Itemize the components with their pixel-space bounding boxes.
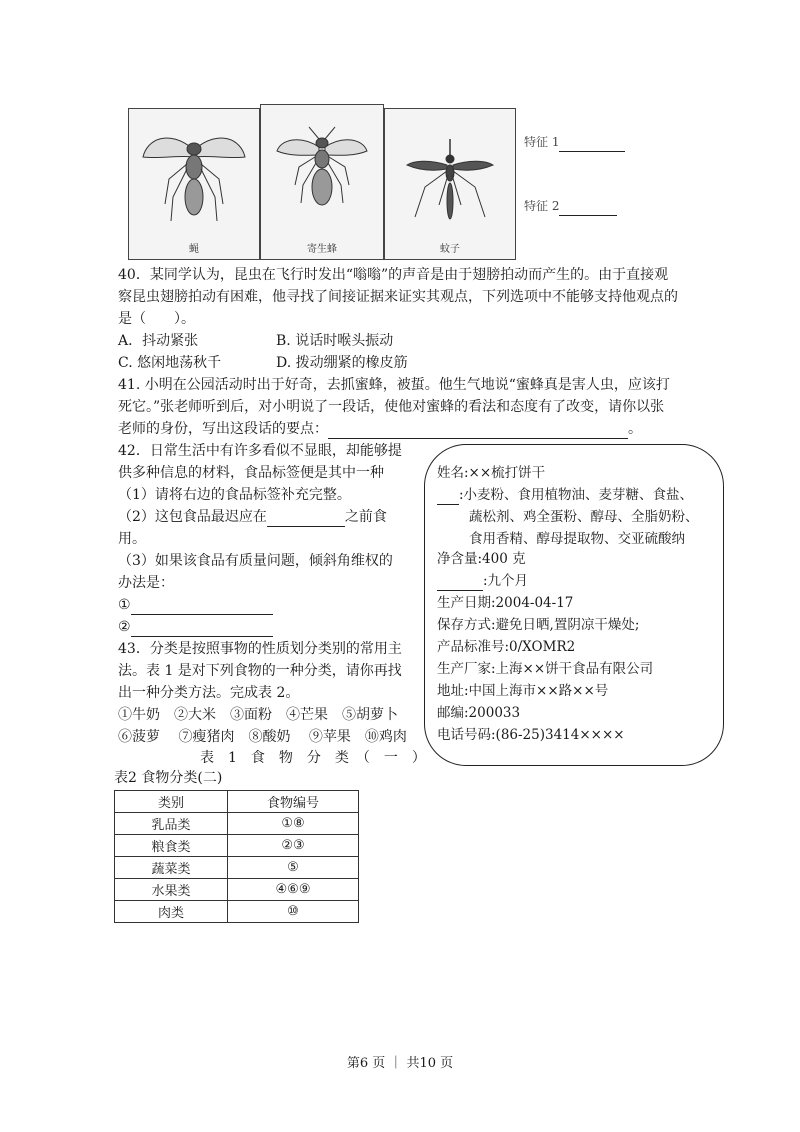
label-shelf: :九个月 (437, 571, 528, 591)
q43-foods-2: ⑥菠萝 ⑦瘦猪肉 ⑧酸奶 ⑨苹果 ⑩鸡肉 (118, 729, 407, 745)
q42-answer-1: ① (118, 595, 273, 615)
label-net: 净含量:400 克 (437, 551, 526, 567)
q41-line-2: 死它。”张老师听到后，对小明说了一段话，使他对蜜蜂的看法和态度有了改变，请你以张 (118, 399, 665, 415)
table-header-category: 类别 (115, 791, 228, 813)
label-date: 生产日期:2004-04-17 (437, 595, 574, 611)
table-cell-category: 粮食类 (115, 835, 228, 857)
table-cell-numbers: ⑤ (228, 857, 359, 879)
label-storage: 保存方式:避免日晒,置阴凉干燥处; (437, 617, 640, 633)
table1-title: 表 1 食 物 分 类 （ 一 ） (200, 750, 426, 766)
q42-answer-2-blank[interactable] (131, 620, 273, 637)
caption-wasp: 寄生蜂 (307, 244, 337, 255)
table-row (115, 857, 359, 879)
wasp-illustration (261, 105, 383, 235)
table-cell-numbers: ④⑥⑨ (228, 879, 359, 901)
q42-answer-2: ② (118, 617, 273, 637)
mosquito-illustration (385, 109, 515, 239)
feature-label-1: 特征 1 (524, 132, 625, 152)
table-cell-numbers: ①⑧ (228, 813, 359, 835)
caption-fly: 蝇 (189, 244, 199, 255)
insect-panel-fly (128, 108, 260, 260)
table-row (115, 901, 359, 923)
q40-option-b: B. 说话时喉头振动 (276, 333, 394, 349)
label-ingredients-2: 蔬松剂、鸡全蛋粉、醇母、全脂奶粉、 (469, 509, 699, 525)
q43-line-1: 43．分类是按照事物的性质划分类别的常用主 (118, 641, 402, 657)
label-standard: 产品标准号:0/XOMR2 (437, 639, 576, 655)
food-label-box (424, 444, 724, 766)
feature-2-blank (559, 203, 617, 216)
q42-sub-1: （1）请将右边的食品标签补充完整。 (118, 487, 351, 503)
q42-answer-1-blank[interactable] (131, 598, 273, 615)
q42-sub-2-cont: 用。 (118, 531, 146, 547)
table-cell-numbers: ②③ (228, 835, 359, 857)
label-postcode: 邮编:200033 (437, 705, 521, 721)
table-cell-category: 水果类 (115, 879, 228, 901)
table2-title: 表2 食物分类(二) (114, 770, 223, 786)
label-ingredients-3: 食用香精、醇母提取物、交亚硫酸纳 (469, 531, 685, 547)
q41-line-3: 老师的身份，写出这段话的要点： 。 (118, 421, 642, 437)
q40-option-d: D. 拨动绷紧的橡皮筋 (276, 355, 408, 371)
q43-line-3: 出一种分类方法。完成表 2。 (118, 685, 300, 701)
q40-line-1: 40．某同学认为，昆虫在飞行时发出“嗡嗡”的声音是由于翅膀拍动而产生的。由于直接观 (118, 267, 669, 283)
table-cell-numbers: ⑩ (228, 901, 359, 923)
q42-sub-3-cont: 办法是： (118, 575, 174, 591)
q40-option-c: C. 悠闲地荡秋千 (118, 355, 222, 371)
label-ingredients-blank[interactable] (437, 488, 459, 505)
q43-foods-1: ①牛奶 ②大米 ③面粉 ④芒果 ⑤胡萝卜 (118, 707, 398, 723)
q41-answer-blank[interactable] (328, 422, 628, 439)
table-header-food-numbers: 食物编号 (228, 791, 359, 813)
table-cell-category: 乳品类 (115, 813, 228, 835)
label-address: 地址:中国上海市××路××号 (437, 683, 609, 699)
q40-line-3: 是（ ）。 (118, 311, 195, 327)
table-row (115, 835, 359, 857)
feature-1-blank (559, 139, 625, 152)
label-phone: 电话号码:(86-25)3414×××× (437, 727, 625, 743)
q42-sub-2: （2）这包食品最迟应在 之前食 (118, 509, 387, 525)
q40-line-2: 察昆虫翅膀拍动有困难，他寻找了间接证据来证实其观点，下列选项中不能够支持他观点的 (118, 289, 678, 305)
table-header-row (115, 791, 359, 813)
insect-panel-wasp (260, 104, 384, 260)
table-row (115, 879, 359, 901)
feature-label-2: 特征 2 (524, 196, 617, 216)
label-maker: 生产厂家:上海××饼干食品有限公司 (437, 661, 654, 677)
caption-mosquito: 蚊子 (440, 244, 460, 255)
table-cell-category: 蔬菜类 (115, 857, 228, 879)
page-footer: 第6 页 ｜ 共10 页 (346, 1056, 454, 1071)
label-ingredients-1: :小麦粉、食用植物油、麦芽糖、食盐、 (437, 485, 693, 505)
q42-date-blank[interactable] (267, 510, 345, 527)
insect-figure (128, 104, 516, 260)
q42-line-2: 供多种信息的材料，食品标签便是其中一种 (118, 465, 384, 481)
q41-line-1: 41. 小明在公园活动时出于好奇，去抓蜜蜂，被蜇。他生气地说“蜜蜂真是害人虫，应该打 (118, 377, 670, 393)
label-shelf-blank[interactable] (437, 574, 483, 591)
q40-option-a: A．抖动紧张 (118, 333, 199, 349)
label-name: 姓名:××梳打饼干 (437, 465, 546, 481)
fly-illustration (129, 109, 259, 239)
q42-line-1: 42．日常生活中有许多看似不显眼，却能够提 (118, 443, 402, 459)
q42-sub-3: （3）如果该食品有质量问题，倾斜角维权的 (118, 553, 393, 569)
food-classification-table (114, 790, 359, 923)
table-row (115, 813, 359, 835)
table-cell-category: 肉类 (115, 901, 228, 923)
insect-panel-mosquito (384, 108, 516, 260)
q43-line-2: 法。表 1 是对下列食物的一种分类，请你再找 (118, 663, 402, 679)
